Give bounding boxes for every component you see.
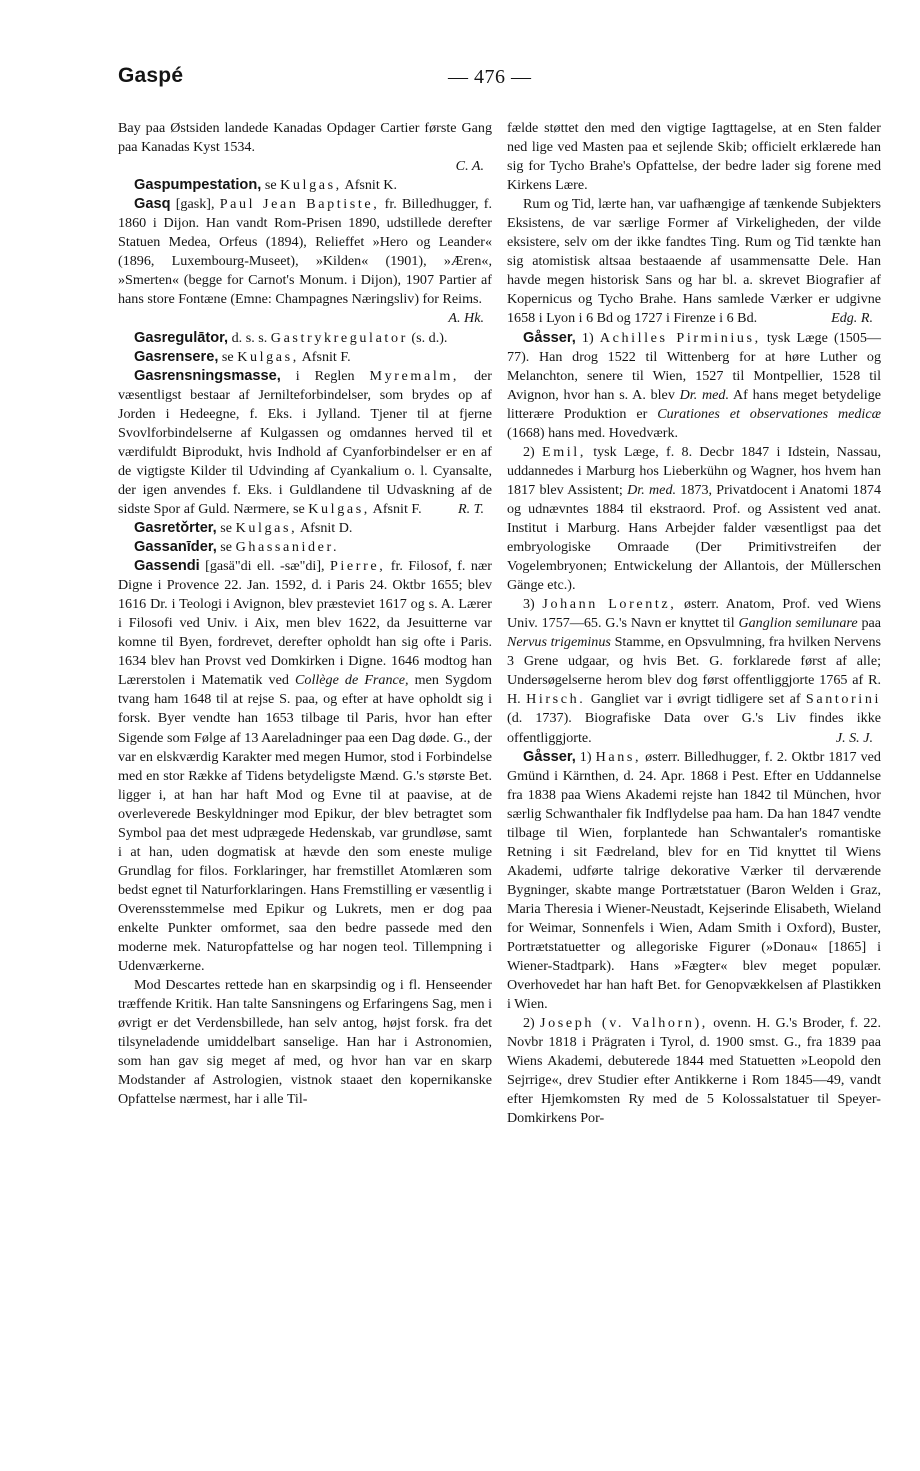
entry-text: Afsnit F. — [301, 348, 351, 365]
entry-text: Afsnit F. — [372, 500, 422, 517]
entry-gassanider — [118, 538, 492, 557]
italic-term: Dr. med. — [679, 386, 729, 403]
entry-text: 1) — [581, 329, 594, 346]
entry-text: fr. Filosof, f. nær Digne i Provence 22. Jan. 1592, d. i Paris 24. Oktbr 1655; blev 1616 Dr. i Teologi i Avignon, blev præsteviet 1617 og s. A. Lærer i Filosofi ved Univ. i Aix, men blev 1622, da Jesuitterne var komne til Byen, fordrevet, derefter opholdt han sig ofte i Paris. 1634 blev han Provst ved Domkirken i Digne. 1646 modtog han Lærerstolen i Matematik ved — [118, 558, 492, 689]
entry-gasser-hans — [507, 748, 881, 1015]
entry-text: men Sygdom tvang ham 1648 til at rejse S. paa, og efter at have opholdt sig i forsk. Byer vendte han 1653 tilbage til Paris, hvor han efter Sigende som Følge af 13 Aareladninger paa een Dag døde. G., der var en elskværdig Karakter med megen Humor, stod i Forbindelse med en stor Række af Tidens betydeligste Mænd. G.'s største Bet. ligger i, at han har haft Mod og Evne til at paavise, at de overleverede Beskyldninger mod Epikur, der blev betragtet som Symbol paa det mest udprægede Hedenskab, var grundløse, samt i at han, uden dogmatisk at hævde den som eneste mulige Grundlag for filos. Forklaringer, har fremstillet Atomlæren som bedst egnet til Naturforklaringen. Hans Fremstilling er væsentlig i Overensstemmelse med Epikur og Lukrets, men er dog paa enkelte Punkter omformet, saa den bedre passede med den moderne mek. Naturopfattelse og har nogen teol. Tillempning i Udenværkerne. — [118, 672, 492, 975]
cross-reference: Kulgas, — [308, 500, 370, 517]
entry-headword: Gaspumpestation, — [134, 177, 262, 194]
paragraph-gaspe-bay — [118, 119, 492, 176]
entry-text: østerr. Anatom, Prof. ved Wiens Univ. 1757—65. G.'s Navn er knyttet til — [507, 596, 881, 632]
author-signature: R. T. — [458, 500, 484, 517]
person-name: Emil, — [542, 443, 586, 460]
entry-gasser-achilles — [507, 329, 881, 443]
cross-reference: Kulgas, — [280, 177, 342, 194]
person-name: Joseph (v. Valhorn), — [540, 1015, 708, 1032]
entry-gassendi — [118, 557, 492, 976]
entry-gasregulator — [118, 329, 492, 348]
entry-text: der væsentligst bestaar af Jernilteforbindelser, som brydes op af Jorden i Hedeegne, f. Eks. i Jylland. Tjener til at fjerne Svovlforbindelserne af Kulgassen og omdannes herved til et værdifuldt Biprodukt, hvis Indhold af Cyanforbindelser er en af de vigtigste Kilder til Udvinding af Cyankalium o. l. Cyansalte, der igen anvendes f. Eks. i Guldlandene til Udvaskning af de sidste Spor af Guld. Nærmere, se — [118, 367, 492, 517]
entry-headword: Gåsser, — [523, 329, 576, 346]
cross-reference: Ghassanider. — [235, 539, 340, 556]
right-column — [507, 119, 881, 1128]
entry-text: Afsnit K. — [344, 177, 397, 194]
entry-text: se — [264, 177, 277, 194]
entry-text: tysk Læge (1505—77). Han drog 1522 til Wittenberg for at høre Luther og Melanchton, senere til Wien, 1527 til Montpellier, 1528 til Avignon, hvor han s. A. blev — [507, 329, 881, 403]
paragraph-text: Rum og Tid, lærte han, var uafhængige af tænkende Subjekters Eksistens, de var særlige Former af Virkeligheden, der vilde eksistere, selv om der ikke fandtes Ting. Rum og Tid tænkte han sig atomistisk altsaa bestaaende af usammensatte Dele. Han havde megen historisk Sans og har bl. a. skrevet Biografier af Kopernicus og Tycho Brahe. Hans samlede Værker er udgivne 1658 i Lyon i 6 Bd og 1727 i Firenze i 6 Bd. — [507, 196, 881, 327]
entry-text: d. s. s. — [231, 329, 268, 346]
cross-reference: Gastrykregulator — [270, 329, 408, 346]
entry-headword: Gasrensere, — [134, 348, 219, 365]
entry-text: se — [220, 519, 233, 536]
entry-text: fr. Billedhugger, f. 1860 i Dijon. Han vandt Rom-Prisen 1890, udstillede derefter Statuen Medea, Orfeus (1894), Relieffet »Hero og Leander« (1896, Luxembourg-Museet), »Kilden« (1901), »Æren«, »Smerten« (begge for Carnot's Monum. i Dijon), 1907 Partier af hans store Fontæne (Emne: Champagnes Næringsliv) for Reims. — [118, 196, 492, 308]
entry-text: 1) — [579, 748, 592, 765]
entry-text: Afsnit D. — [299, 519, 353, 536]
person-name: Santorini — [805, 691, 881, 708]
entry-headword: Gassendi — [134, 558, 200, 575]
paragraph-continuation — [507, 119, 881, 195]
author-signature: A. Hk. — [448, 310, 484, 327]
entry-text: i Reglen — [295, 367, 355, 384]
paragraph-text: fælde støttet den med den vigtige Iagttagelse, at en Sten falder ned lige ved Masten paa et sejlende Skib; officielt erklærede han sig for Tycho Brahe's Opfattelse, der bedre lader sig forene med Kirkens Lære. — [507, 120, 881, 194]
entry-gasrensere — [118, 348, 492, 367]
entry-gasq — [118, 195, 492, 328]
entry-headword: Gasregulātor, — [134, 329, 229, 346]
entry-gassendi-continued — [118, 976, 492, 1109]
entry-text: ovenn. H. G.'s Broder, f. 22. Novbr 1818 i Prägraten i Tyrol, d. 1900 smst. G., fra 1839 paa Wiens Akademi, debuterede 1844 med Statuetten »Leopold den Sejrrige«, drev Studier efter Antikkerne i Rom 1845—49, vandt efter Hjemkomsten Ry med de 5 Kolossalstatuer til Speyer-Domkirkens Por- — [507, 1015, 881, 1127]
person-name: Paul Jean Baptiste, — [219, 196, 380, 213]
entry-text: (1668) hans med. Hovedværk. — [507, 424, 679, 441]
entry-text: østerr. Billedhugger, f. 2. Oktbr 1817 ved Gmünd i Kärnthen, d. 24. Apr. 1868 i Pest. Efter en Uddannelse fra 1838 paa Wiens Akademi rejste han 1842 til München, hvor særlig Schwanthaler fik Indflydelse paa ham. Da han 1847 vendte tilbage til Wien, forplantede han Schwantaler's romantiske Retning i sit Fædreland, blev for en Tid knyttet til Wiens Akademi, udførte talrige dekorative Værker til derværende Bygninger, skabte mange Portrætstatuer (Baron Welden i Graz, Maria Theresia i Wiener-Neustadt, Kejserinde Elisabeth, Wieland for Weimar, Sonnenfels i Wien, Adam Smith i Oxford), Buster, Portrætstatuetter og allegoriske Figurer (»Donau« [1865] i Wiener-Stadtpark). Hans »Fægter« blev meget populær. Overhovedet har han haft Bet. for Genopvækkelsen af Plastikken i Wien. — [507, 748, 881, 1013]
author-signature: J. S. J. — [835, 729, 873, 746]
cross-reference: Kulgas, — [235, 519, 298, 536]
page-number: — 476 — — [448, 66, 532, 88]
cross-reference: Kulgas, — [237, 348, 299, 365]
left-column — [118, 119, 492, 1109]
author-signature: C. A. — [455, 158, 484, 175]
entry-gaspumpestation — [118, 176, 492, 195]
page-header — [118, 64, 836, 96]
entry-gasretorter — [118, 519, 492, 538]
entry-headword: Gasq — [134, 196, 171, 213]
entry-text: Gangliet var i øvrigt tidligere set af — [590, 691, 801, 708]
entry-text: 1873, Privatdocent i Anatomi 1874 og udnævntes 1884 til ekstraord. Prof. og Assistent ved anat. Institut i Marburg. Hans Arbejder falder væsentligst paa det embryologiske Omraade (Der Primitivstreifen der Vogelembryonen; Entwickelung der Allantois, der Müllerschen Gänge etc.). — [507, 481, 881, 594]
entry-text: Stamme, en Opsvulmning, fra hvilken Nervens 3 Grene udgaar, og hvis Bet. G. forklarede først af alle; Undersøgelserne herom blev dog først offentliggjorte 1765 af R. H. — [507, 634, 882, 708]
italic-term: Nervus trigeminus — [507, 634, 611, 651]
entry-headword: Gassanīder, — [134, 539, 217, 556]
entry-text: [gask], — [175, 196, 215, 213]
entry-text: 2) — [523, 1015, 535, 1032]
italic-title: Curationes et observationes medicæ — [657, 405, 881, 422]
entry-text: (s. d.). — [411, 329, 448, 346]
entry-headword: Gasretǒrter, — [134, 519, 217, 536]
entry-gasser-emil — [507, 443, 881, 595]
entry-gasser-joseph — [507, 1014, 881, 1128]
italic-term: Ganglion semilunare — [738, 615, 858, 632]
entry-text: 3) — [523, 596, 535, 613]
paragraph-rum-og-tid — [507, 195, 881, 328]
paragraph-text: Mod Descartes rettede han en skarpsindig og i fl. Henseender træffende Kritik. Han talte Sansningens og Erfaringens Sag, men i øvrigt er det Verdensbillede, han selv antog, højst forsk. fra det tilsyneladende umiddelbart sanselige. Han har i Astronomien, som han gav sig meget af med, og hvor han var en skarp Modstander af Astrologien, vistnok staaet den kopernikanske Opfattelse nærmest, har i alle Til- — [118, 977, 492, 1108]
person-name: Johann Lorentz, — [542, 596, 677, 613]
italic-term: Dr. med. — [627, 481, 677, 498]
person-name: Hirsch. — [526, 691, 586, 708]
cross-reference: Myremalm, — [369, 367, 460, 384]
person-name: Achilles Pirminius, — [599, 329, 761, 346]
entry-text: paa — [861, 615, 881, 632]
entry-headword: Gåsser, — [523, 748, 576, 765]
entry-text: 2) — [523, 443, 535, 460]
entry-text: (d. 1737). Biografiske Data over G.'s Liv findes ikke offentliggjorte. — [507, 710, 881, 746]
entry-text: se — [221, 348, 234, 365]
entry-text: Af hans meget betydelige litterære Produktion er — [507, 386, 882, 422]
person-name: Pierre, — [329, 558, 386, 575]
entry-text: [gasä"di ell. -sæ"di], — [205, 558, 325, 575]
person-name: Hans, — [595, 748, 642, 765]
running-headword: Gaspé — [118, 64, 184, 87]
entry-headword: Gasrensningsmasse, — [134, 367, 281, 384]
italic-title: Collège de France, — [295, 672, 409, 689]
entry-text: tysk Læge, f. 8. Decbr 1847 i Idstein, Nassau, uddannedes i Marburg hos Lieberkühn og Wagner, hos hvem han 1817 blev Assistent; — [507, 443, 882, 498]
entry-gasrensningsmasse — [118, 367, 492, 519]
author-signature: Edg. R. — [831, 310, 873, 327]
entry-gasser-johann — [507, 595, 881, 747]
paragraph-text: Bay paa Østsiden landede Kanadas Opdager Cartier første Gang paa Kanadas Kyst 1534. — [118, 120, 492, 156]
entry-text: se — [220, 539, 233, 556]
